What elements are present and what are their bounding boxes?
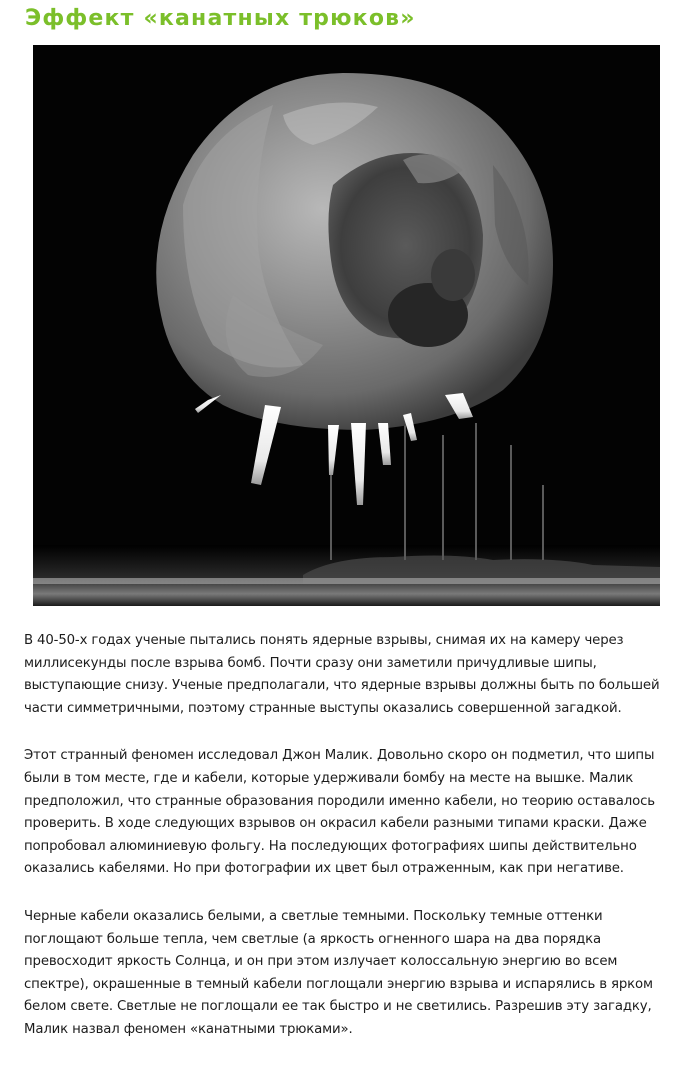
nuclear-fireball-photo [33,45,660,606]
article-paragraph: В 40-50-х годах ученые пытались понять ядерные взрывы, снимая их на камеру через миллисекунды после взрыва бомб. Почти сразу они заметили причудливые шипы, выступающие снизу. Ученые предполагали, что ядерные взрывы должны быть по большей части симметричными, поэтому странные выступы оказались совершенной загадкой. [24,633,660,716]
article-body [24,630,664,1067]
article-title: Эффект «канатных трюков» [25,6,416,31]
article-paragraph: Этот странный феномен исследовал Джон Малик. Довольно скоро он подметил, что шипы были в том месте, где и кабели, которые удерживали бомбу на месте на вышке. Малик предположил, что странные образования породили именно кабели, но теорию оставалось проверить. В ходе следующих взрывов он окрасил кабели разными типами краски. Даже попробовал алюминиевую фольгу. На последующих фотографиях шипы действительно оказались кабелями. Но при фотографии их цвет был отраженным, как при негативе. [24,748,655,877]
article-paragraph: Черные кабели оказались белыми, а светлые темными. Поскольку темные оттенки поглощают больше тепла, чем светлые (а яркость огненного шара на два порядка превосходит яркость Солнца, и он при этом излучает колоссальную энергию во всем спектре), окрашенные в темный кабели поглощали энергию взрыва и испарялись в ярком белом свете. Светлые не поглощали ее так быстро и не светились. Разрешив эту загадку, Малик назвал феномен «канатными трюками». [24,908,653,1037]
